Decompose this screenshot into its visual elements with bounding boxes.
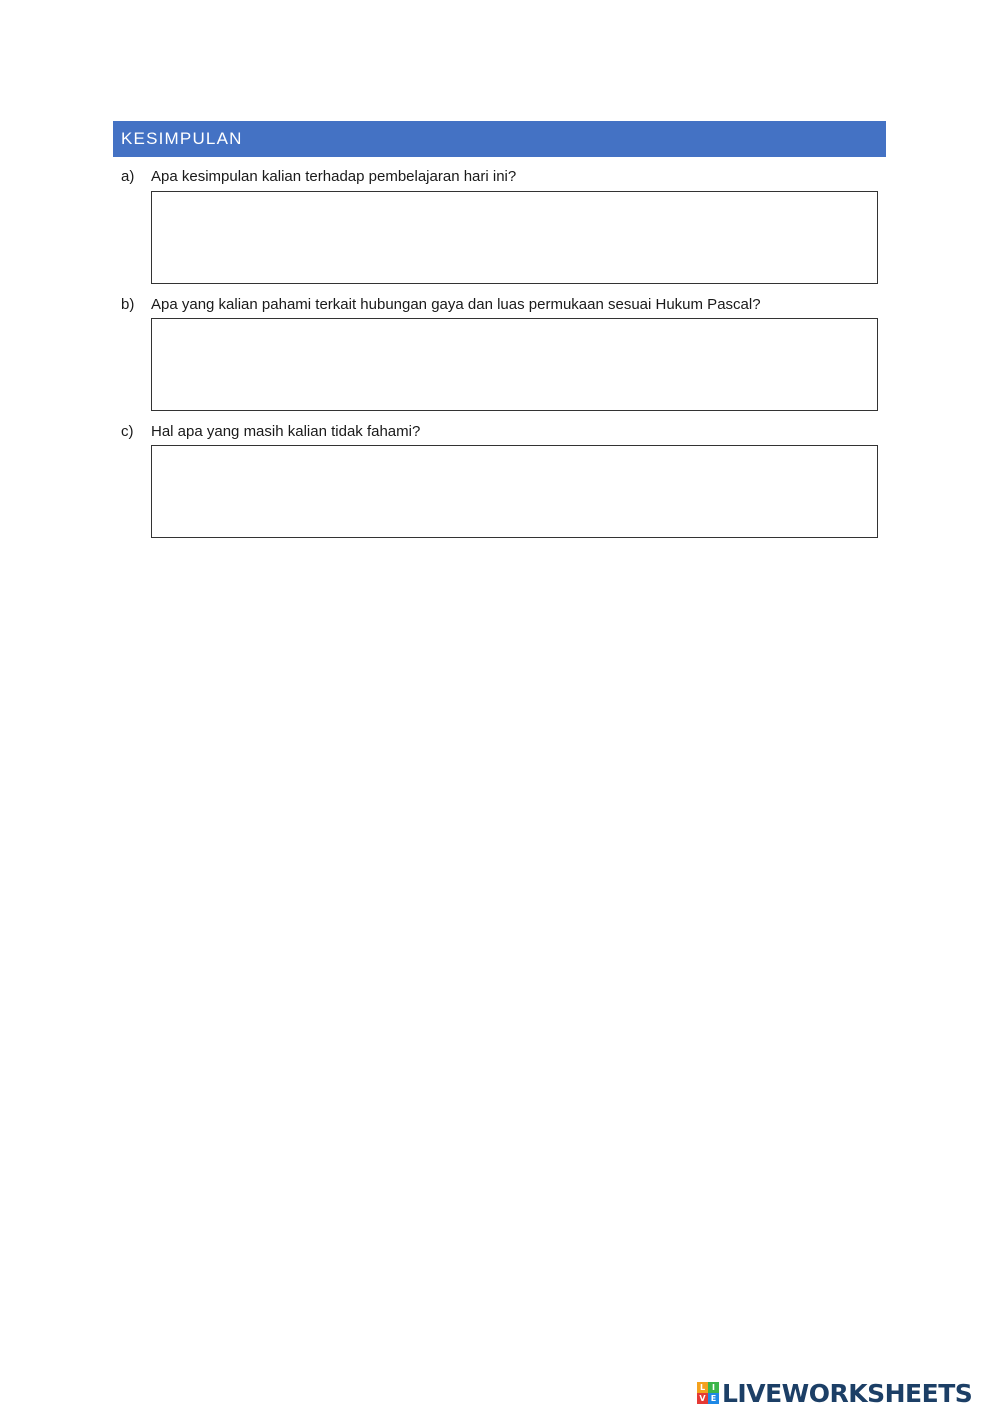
brand-text: LIVEWORKSHEETS xyxy=(722,1378,973,1408)
section-header xyxy=(113,121,886,157)
question-text: Apa kesimpulan kalian terhadap pembelajaran hari ini? xyxy=(151,168,517,185)
liveworksheets-brand xyxy=(697,1380,972,1406)
answer-box-b[interactable] xyxy=(151,318,878,411)
logo-letter: L xyxy=(697,1382,708,1393)
question-marker: c) xyxy=(121,423,134,440)
section-title: KESIMPULAN xyxy=(121,129,243,148)
logo-letter: E xyxy=(708,1393,719,1404)
answer-box-a[interactable] xyxy=(151,191,878,284)
logo-letter: I xyxy=(708,1382,719,1393)
logo-letter: V xyxy=(697,1393,708,1404)
answer-box-c[interactable] xyxy=(151,445,878,538)
liveworksheets-logo-icon xyxy=(697,1382,719,1404)
question-text: Hal apa yang masih kalian tidak fahami? xyxy=(151,423,421,440)
question-marker: a) xyxy=(121,168,135,185)
question-marker: b) xyxy=(121,296,135,313)
question-text: Apa yang kalian pahami terkait hubungan gaya dan luas permukaan sesuai Hukum Pascal? xyxy=(151,296,761,313)
